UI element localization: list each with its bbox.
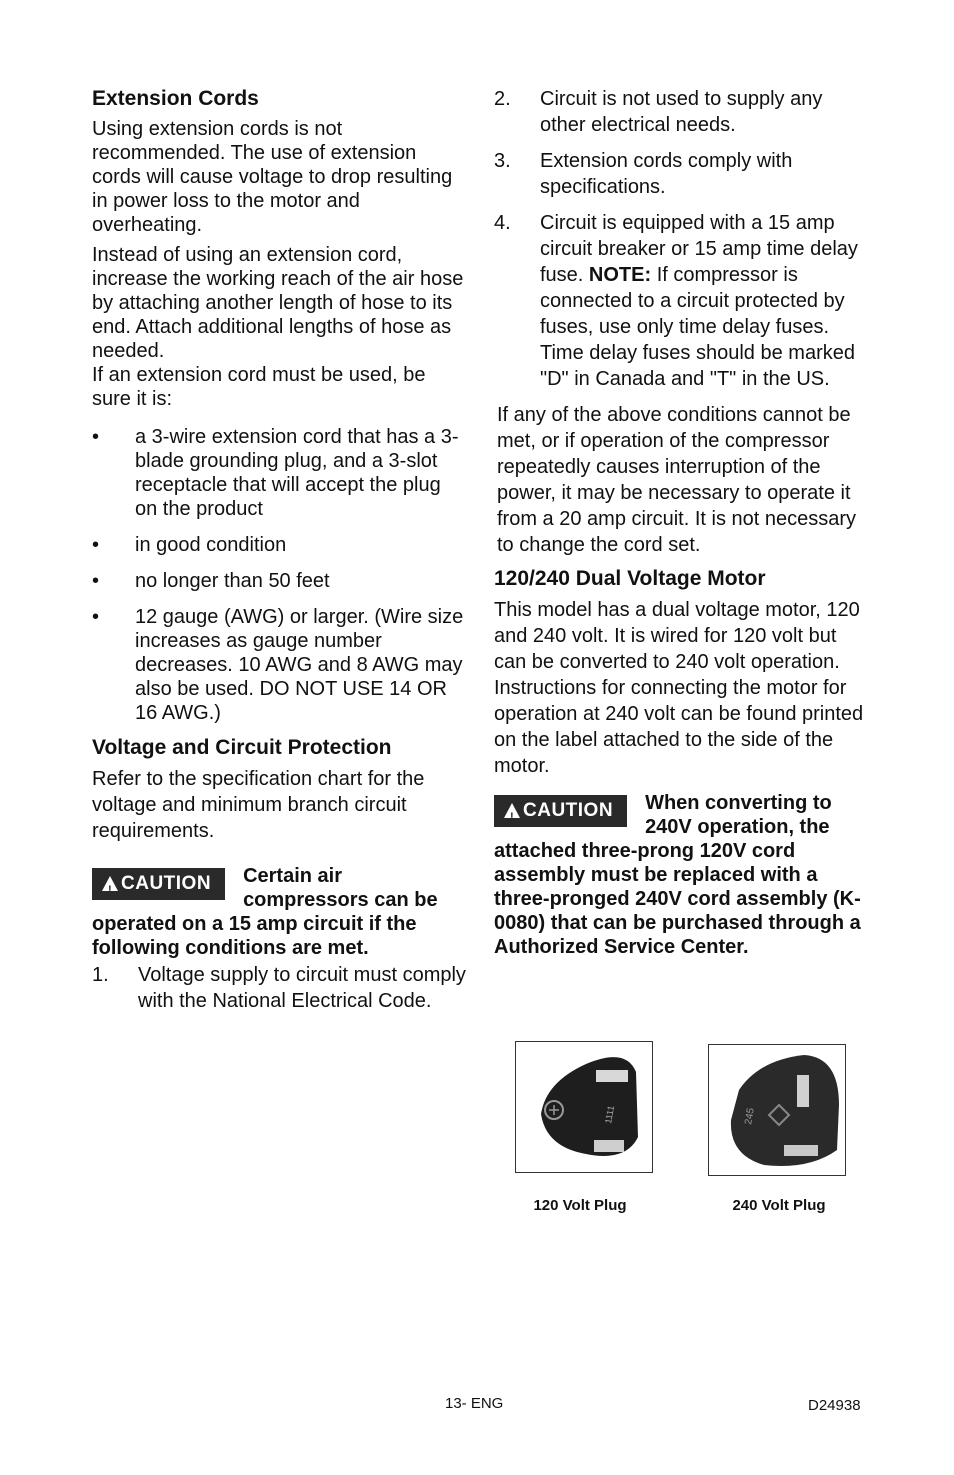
conditions-list-continued bbox=[494, 86, 866, 392]
dual-voltage-paragraph: This model has a dual voltage motor, 120 and 240 volt. It is wired for 120 volt but can be converted to 240 volt operation. Instructions for connecting the motor for operation at 240 volt can be found printed on the label attached to the side of the motor. bbox=[494, 599, 864, 778]
list-item: • in good condition bbox=[92, 534, 287, 557]
right-column bbox=[494, 86, 866, 959]
list-item: • a 3-wire extension cord that has a 3-blade grounding plug, and a 3-slot receptacle that will accept the plug on the product bbox=[92, 426, 459, 521]
list-item: 2. Circuit is not used to supply any other electrical needs. bbox=[494, 88, 823, 136]
list-item: • 12 gauge (AWG) or larger. (Wire size increases as gauge number decreases. 10 AWG and 8 AWG may also be used. DO NOT USE 14 OR 16 AWG.) bbox=[92, 606, 464, 725]
240-volt-plug-image bbox=[708, 1044, 846, 1176]
extension-paragraph-1: Using extension cords is not recommended. The use of extension cords will cause voltage to drop resulting in power loss to the motor and overheating. bbox=[92, 118, 453, 237]
left-column bbox=[92, 86, 467, 1024]
caution-notice-15amp bbox=[92, 864, 467, 960]
svg-text:1111: 1111 bbox=[603, 1104, 617, 1125]
caution-badge: !CAUTION bbox=[92, 868, 225, 900]
warning-triangle-icon bbox=[504, 803, 520, 818]
extension-cords-heading: Extension Cords bbox=[92, 87, 259, 110]
list-item: 4. Circuit is equipped with a 15 amp circuit breaker or 15 amp time delay fuse. NOTE: If compressor is connected to a circuit protected by fuses, use only time delay fuses. Time delay fuses should be marked "D" in Canada and "T" in the US. bbox=[494, 212, 858, 390]
extension-requirements-list bbox=[92, 425, 467, 725]
extension-paragraph-3: If an extension cord must be used, be sure it is: bbox=[92, 364, 426, 411]
caution-badge: !CAUTION bbox=[494, 795, 627, 827]
240-volt-plug-caption: 240 Volt Plug bbox=[732, 1197, 826, 1214]
list-item: 1. Voltage supply to circuit must comply with the National Electrical Code. bbox=[92, 964, 466, 1013]
page-number: 13- ENG bbox=[445, 1395, 504, 1412]
voltage-protection-heading: Voltage and Circuit Protection bbox=[92, 736, 392, 760]
plug-images bbox=[515, 1041, 855, 1241]
document-code: D24938 bbox=[808, 1397, 861, 1414]
120-volt-plug-image bbox=[515, 1041, 653, 1173]
conditions-paragraph: If any of the above conditions cannot be met, or if operation of the compressor repeatedly causes interruption of the power, it may be necessary to operate it from a 20 amp circuit. It is not necessary to change the cord set. bbox=[497, 404, 857, 556]
dual-voltage-heading: 120/240 Dual Voltage Motor bbox=[494, 567, 766, 590]
extension-paragraph-2: Instead of using an extension cord, increase the working reach of the air hose by attaching another length of hose to its end. Attach additional lengths of hose as needed. bbox=[92, 244, 464, 363]
list-item: 3. Extension cords comply with specifications. bbox=[494, 150, 793, 198]
caution-text: When converting to 240V operation, the attached three-prong 120V cord assembly must be replaced with a three-pronged 240V cord assembly (K-0080) that can be purchased through a Authorized Service Center. bbox=[494, 792, 861, 959]
conditions-list bbox=[92, 962, 467, 1014]
list-item: • no longer than 50 feet bbox=[92, 570, 330, 593]
caution-notice-240v bbox=[494, 791, 866, 959]
svg-text:245: 245 bbox=[743, 1107, 757, 1126]
voltage-paragraph: Refer to the specification chart for the voltage and minimum branch circuit requirements. bbox=[92, 768, 425, 843]
caution-text: Certain air compressors can be operated on a 15 amp circuit if the following conditions are met. bbox=[92, 865, 438, 960]
120-volt-plug-caption: 120 Volt Plug bbox=[533, 1197, 627, 1214]
warning-triangle-icon bbox=[102, 876, 118, 891]
